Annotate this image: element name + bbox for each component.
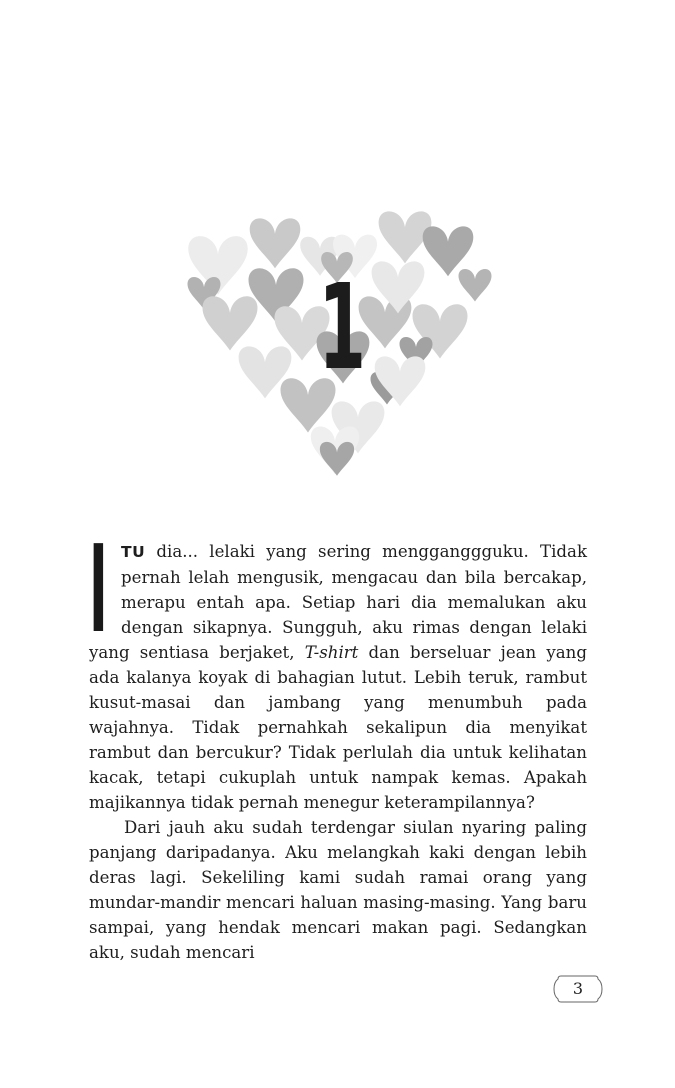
lead-word: TU xyxy=(121,543,146,561)
page-number-badge xyxy=(553,973,603,1005)
paragraph-1-text-a: dia... lelaki yang sering mengganggguku. Tidak pernah lelah mengusik, mengacau dan bila bercakap, merapu entah apa. Setiap hari dia memalukan aku dengan sikapnya. Sungguh, aku rimas dengan lelaki yang sentiasa berjaket, xyxy=(89,542,587,662)
drop-cap: I xyxy=(89,521,108,660)
chapter-body xyxy=(89,521,587,965)
paragraph-1 xyxy=(89,521,587,815)
emphasis-tshirt: T-shirt xyxy=(304,643,359,662)
page-number: 3 xyxy=(572,979,584,998)
chapter-number: 1 xyxy=(318,258,364,396)
paragraph-2: Dari jauh aku sudah terdengar siulan nyaring paling panjang daripadanya. Aku melangkah kaki dengan lebih deras lagi. Sekeliling kami sudah ramai orang yang mundar-mandir mencari haluan masing-masing. Yang baru sampai, yang hendak mencari makan pagi. Sedangkan aku, sudah mencari xyxy=(89,818,587,962)
paragraph-1-text-b: dan berseluar jean yang ada kalanya koyak di bahagian lutut. Lebih teruk, rambut kusut-masai dan jambang yang menumbuh pada wajahnya. Tidak pernahkah sekalipun dia menyikat rambut dan bercukur? Tidak perlulah dia untuk kelihatan kacak, tetapi cukuplah untuk nampak kemas. Apakah majikannya tidak pernah menegur keterampilannya? xyxy=(89,643,587,812)
